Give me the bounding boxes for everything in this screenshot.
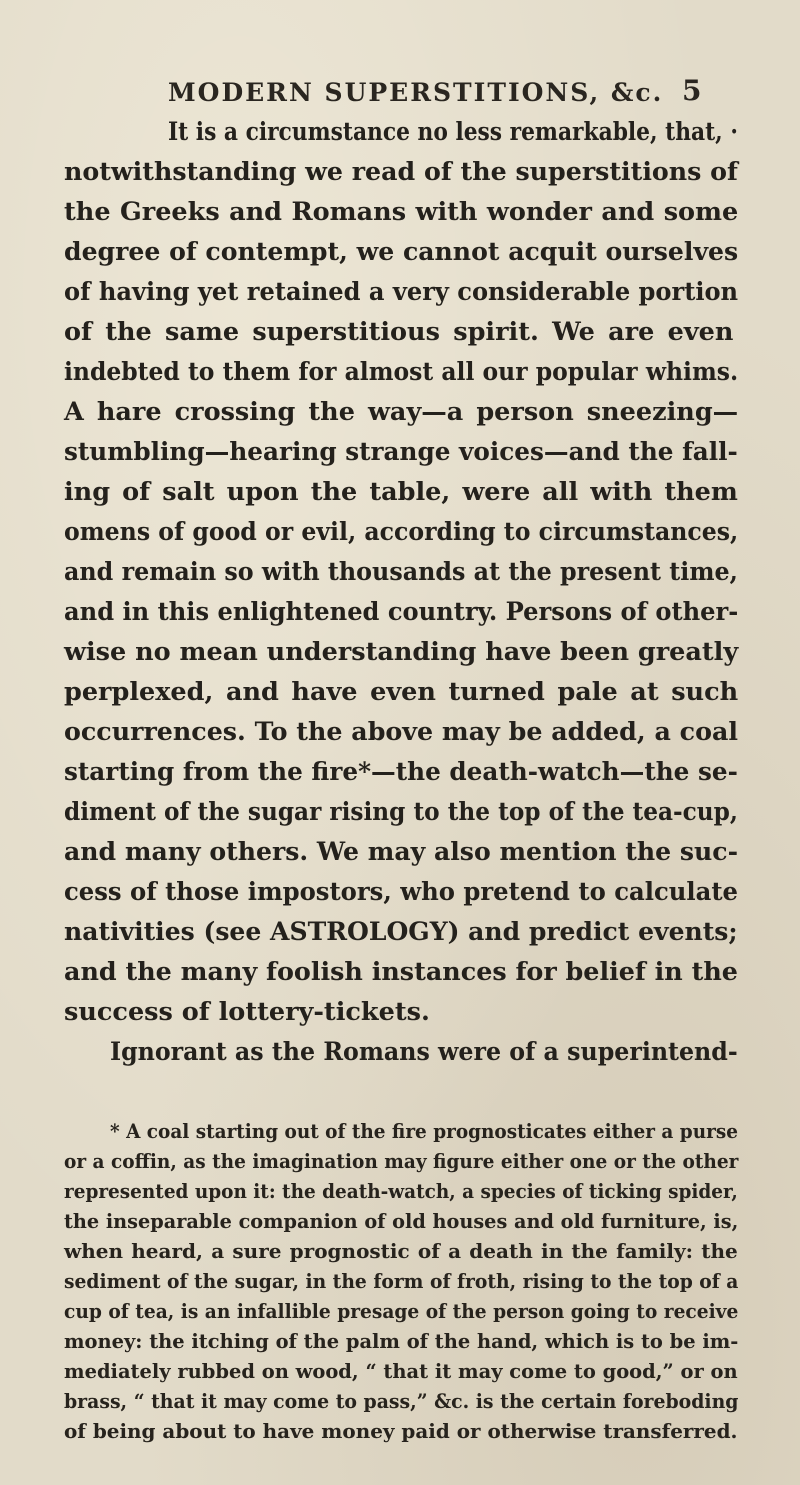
footnote-line: of being about to have money paid or otherwise transferred.: [64, 1419, 738, 1443]
footnote-line: mediately rubbed on wood, “ that it may come to good,” or on: [64, 1359, 738, 1383]
text-line: Ignorant as the Romans were of a superintend-: [110, 1037, 738, 1067]
text-line: starting from the fire*—the death-watch—the se-: [64, 757, 738, 787]
text-line: notwithstanding we read of the superstitions of: [64, 157, 738, 187]
footnote-line: money: the itching of the palm of the hand, which is to be im-: [64, 1329, 739, 1353]
text-line: the Greeks and Romans with wonder and some: [64, 197, 739, 227]
text-line: degree of contempt, we cannot acquit ourselves: [64, 237, 739, 267]
footnote-line: represented upon it: the death-watch, a species of ticking spider,: [64, 1179, 738, 1203]
text-line: success of lottery-tickets.: [64, 997, 430, 1027]
footnote-line: or a coffin, as the imagination may figure either one or the other: [64, 1149, 739, 1173]
text-line: and in this enlightened country. Persons of other-: [64, 597, 739, 627]
text-line: A hare crossing the way—a person sneezing—: [64, 397, 739, 427]
running-title: MODERN SUPERSTITIONS, &c.: [168, 78, 664, 107]
text-line: of the same superstitious spirit. We are even: [64, 317, 734, 347]
text-line: perplexed, and have even turned pale at such: [64, 677, 739, 707]
text-line: cess of those impostors, who pretend to calculate: [64, 877, 739, 907]
footnote-line: brass, “ that it may come to pass,” &c. is the certain foreboding: [64, 1389, 739, 1413]
footnote-line: the inseparable companion of old houses and old furniture, is,: [64, 1209, 739, 1233]
text-line: omens of good or evil, according to circumstances,: [64, 517, 739, 547]
text-line: wise no mean understanding have been greatly: [64, 637, 739, 667]
text-line: stumbling—hearing strange voices—and the fall-: [64, 437, 738, 467]
footnote-line: sediment of the sugar, in the form of froth, rising to the top of a: [64, 1269, 739, 1293]
footnote-line: cup of tea, is an infallible presage of the person going to receive: [64, 1299, 739, 1323]
text-line: It is a circumstance no less remarkable, that, ·: [168, 117, 738, 147]
text-line: indebted to them for almost all our popular whims.: [64, 357, 739, 387]
page-number: 5: [682, 74, 702, 107]
footnote-line: when heard, a sure prognostic of a death in the family: the: [64, 1239, 738, 1263]
text-line: and the many foolish instances for belief in the: [64, 957, 738, 987]
footnote-line: * A coal starting out of the fire prognosticates either a purse: [110, 1119, 738, 1143]
text-line: nativities (see ASTROLOGY) and predict events;: [64, 917, 738, 947]
text-line: and many others. We may also mention the suc-: [64, 837, 738, 867]
text-line: ing of salt upon the table, were all with them: [64, 477, 738, 507]
text-line: and remain so with thousands at the present time,: [64, 557, 738, 587]
text-line: occurrences. To the above may be added, a coal: [64, 717, 738, 747]
text-line: of having yet retained a very considerable portion: [64, 277, 739, 307]
text-line: diment of the sugar rising to the top of the tea-cup,: [64, 797, 738, 827]
